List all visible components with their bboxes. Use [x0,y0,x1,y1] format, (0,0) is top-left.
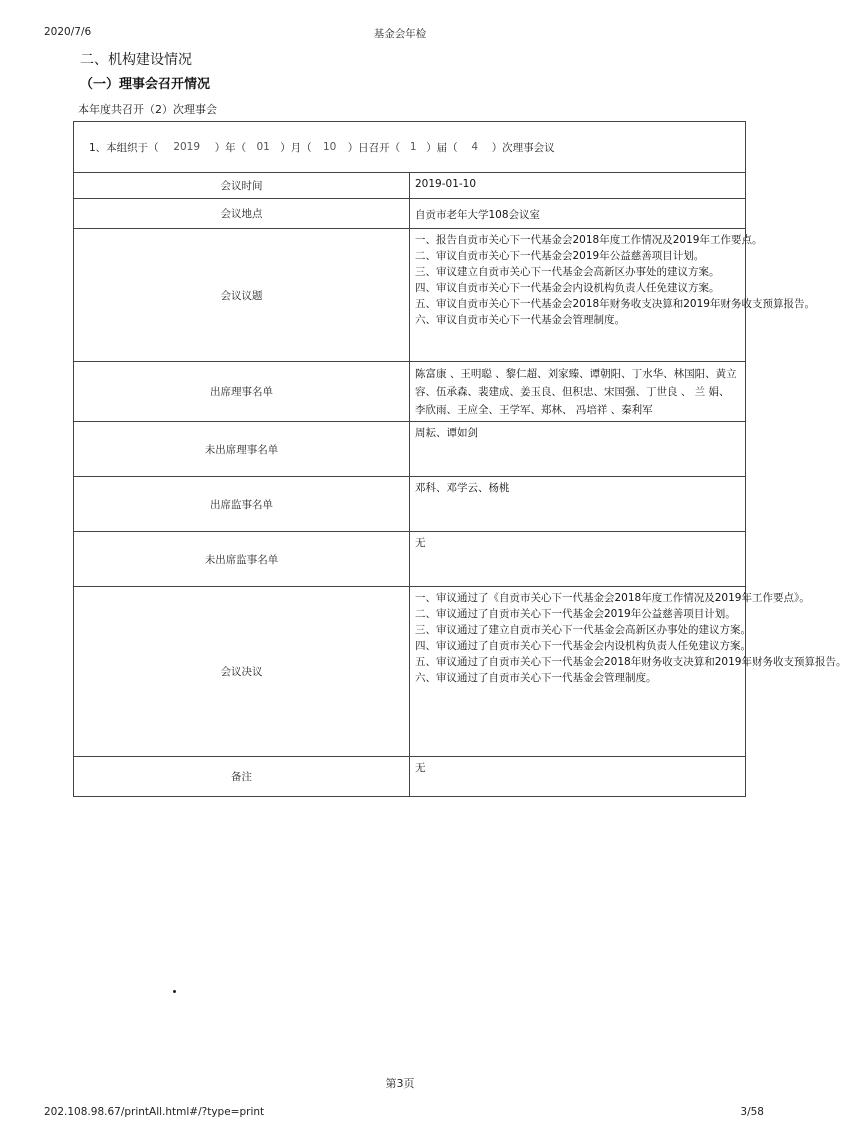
attending-supervisors-value: 邓科、邓学云、杨桃 [410,477,746,532]
remarks-value: 无 [410,757,746,797]
print-url: 202.108.98.67/printAll.html#/?type=print [44,1106,265,1118]
time-row [74,173,746,199]
meeting-month: 01 [256,141,270,153]
page-count: 3/58 [740,1106,764,1118]
resolution-item: 一、审议通过了《自贡市关心下一代基金会2018年度工作情况及2019年工作要点》。 [415,592,810,604]
document-header-title: 基金会年检 [373,28,427,40]
page-number: 第3页 [385,1077,415,1090]
resolution-item: 五、审议通过了自贡市关心下一代基金会2018年财务收支决算和2019年财务收支预算报告。 [415,656,846,668]
absent-supervisors-value: 无 [410,532,746,587]
absent-directors-value: 周耘、谭如剑 [410,422,746,477]
agenda-item: 三、审议建立自贡市关心下一代基金会高新区办事处的建议方案。 [415,266,720,278]
resolutions-list [410,587,846,757]
meeting-number: 4 [471,141,479,153]
time-label: 会议时间 [74,173,410,199]
number-label: ）次理事会议 [491,141,555,154]
agenda-label: 会议议题 [74,229,410,362]
resolution-item: 三、审议通过了建立自贡市关心下一代基金会高新区办事处的建议方案。 [415,624,751,636]
meeting-count: 2 [155,103,162,116]
day-label: ）日召开（ [347,141,401,154]
remarks-label: 备注 [74,757,410,797]
absent-directors-row [74,422,746,477]
time-value: 2019-01-10 [410,173,746,199]
attending-directors-label: 出席理事名单 [74,362,410,422]
intro-prefix: 1、本组织于（ [89,141,159,154]
agenda-item: 一、报告自贡市关心下一代基金会2018年度工作情况及2019年工作要点。 [415,234,763,246]
agenda-item: 二、审议自贡市关心下一代基金会2019年公益慈善项目计划。 [415,250,705,262]
meeting-day: 10 [323,141,337,153]
meeting-session: 1 [409,141,417,153]
attending-directors-row [74,362,746,422]
board-meeting-table [73,121,846,797]
attending-directors-value: 陈富康 、王明聪 、黎仁超、刘家臻、谭朝阳、丁水华、林国阳、黄立容、伍承森、裴建成、姜玉良、但积忠、宋国强、丁世良 、 兰 娟、 李欣雨、王应全、王学军、郑林、 冯培祥 、秦利军 [410,362,746,422]
print-date: 2020/7/6 [44,26,92,38]
agenda-item: 四、审议自贡市关心下一代基金会内设机构负责人任免建议方案。 [415,282,720,294]
year-label: ）年（ [214,141,247,154]
session-label: ）届（ [426,141,458,154]
section-title: 二、机构建设情况 [80,52,192,68]
agenda-list [410,229,815,362]
count-suffix: ）次理事会 [162,103,217,116]
meeting-count-line [78,101,217,117]
remarks-row [74,757,746,797]
meeting-intro-cell [74,122,746,173]
location-label: 会议地点 [74,199,410,229]
absent-supervisors-label: 未出席监事名单 [74,532,410,587]
meeting-intro-row [74,122,746,173]
attending-supervisors-label: 出席监事名单 [74,477,410,532]
resolution-item: 六、审议通过了自贡市关心下一代基金会管理制度。 [415,672,657,684]
agenda-item: 六、审议自贡市关心下一代基金会管理制度。 [415,314,625,326]
scan-speck [173,990,176,993]
location-value: 自贡市老年大学108会议室 [410,199,746,229]
attending-supervisors-row [74,477,746,532]
absent-supervisors-row [74,532,746,587]
resolution-item: 二、审议通过了自贡市关心下一代基金会2019年公益慈善项目计划。 [415,608,736,620]
month-label: ）月（ [280,141,312,154]
agenda-row [74,229,746,362]
resolution-item: 四、审议通过了自贡市关心下一代基金会内设机构负责人任免建议方案。 [415,640,751,652]
location-row [74,199,746,229]
resolutions-row [74,587,746,757]
absent-directors-label: 未出席理事名单 [74,422,410,477]
meeting-year: 2019 [173,141,201,153]
subsection-title: （一）理事会召开情况 [80,77,211,92]
agenda-item: 五、审议自贡市关心下一代基金会2018年财务收支决算和2019年财务收支预算报告。 [415,298,815,310]
count-prefix: 本年度共召开（ [78,103,155,116]
resolutions-label: 会议决议 [74,587,410,757]
